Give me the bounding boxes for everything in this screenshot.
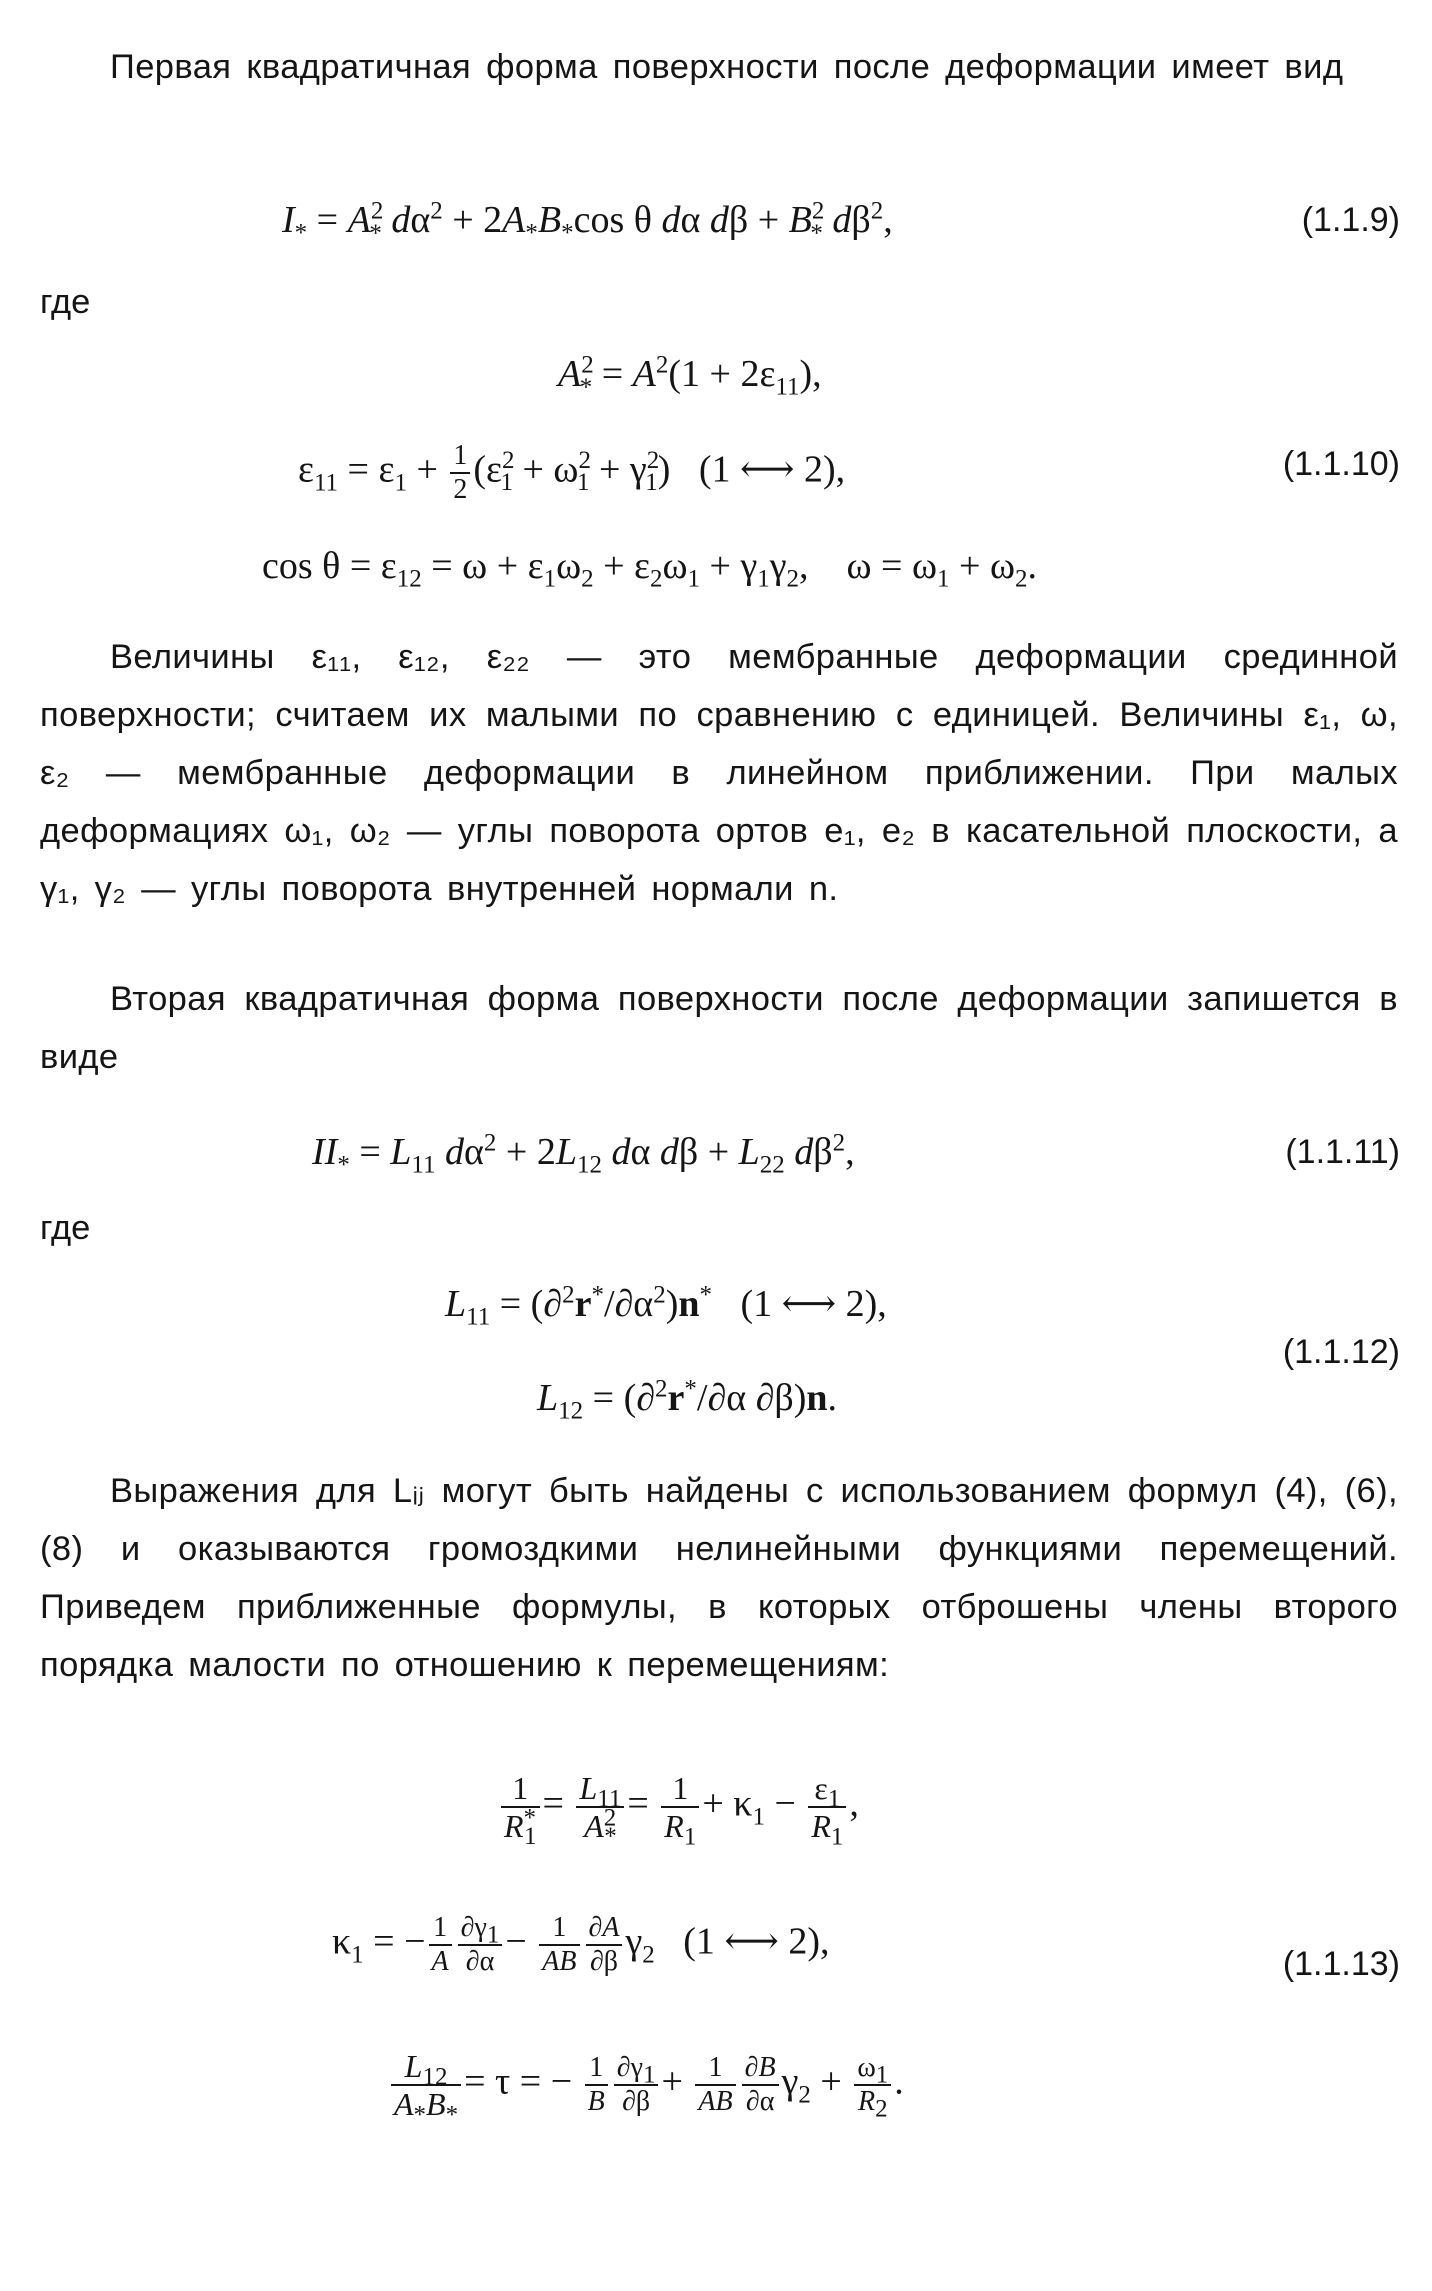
fraction-db-dalpha: $\frac{\partial B}{\partial\alpha}$ [742, 2052, 779, 2118]
fraction-1-over-r1: $\frac{1}{R_1}$ [661, 1770, 699, 1844]
paragraph-membrane-deformations [40, 628, 1398, 918]
equation-kappa-1: $\kappa_1$ = − $\frac{1}{A}$ $\frac{\partial\gamma_1}{\partial\alpha}$ − $\frac{1}{AB}$ $\frac{\partial A}{\partial\beta}$ $\gamma_2$ (1 ⟷ 2), [332, 1912, 830, 1977]
fraction-eps1-over-r1: $\frac{\varepsilon_1}{R_1}$ [808, 1770, 846, 1844]
equation-number: (1.1.9) [1301, 201, 1400, 239]
fraction-1-over-b: $\frac{1}{B}$ [585, 2052, 608, 2118]
equation-tau: $\frac{L_{12}}{A_*B_*}$ = τ = − $\frac{1}{B}$ $\frac{\partial\gamma_1}{\partial\beta}$ + $\frac{1}{AB}$ $\frac{\partial B}{\partial\alpha}$ $\gamma_2$ + $\frac{\omega_1}{R_2}$ . [388, 2048, 904, 2122]
paragraph-approximate-formulas [40, 1462, 1398, 1694]
fraction-omega1-over-r2: $\frac{\omega_1}{R_2}$ [854, 2052, 891, 2118]
fraction-l12-over-ab-star: $\frac{L_{12}}{A_*B_*}$ [391, 2048, 461, 2122]
fraction-dgamma1-dbeta: $\frac{\partial\gamma_1}{\partial\beta}$ [614, 2052, 659, 2118]
equation-epsilon-11: $\varepsilon_{11} = \varepsilon_1$ + $\frac{1}{2}$ $(\varepsilon^2_1 + \omega^2_1 + \gamma^2_1)$ (1 ⟷ 2), [298, 440, 846, 505]
equation-number: (1.1.13) [1282, 1945, 1400, 1983]
fraction-1-over-ab-2: $\frac{1}{AB}$ [695, 2052, 735, 2118]
equation-number: (1.1.12) [1282, 1333, 1400, 1371]
fraction-l11-over-a-star: $\frac{L_{11}}{A^2_*}$ [576, 1770, 624, 1844]
paragraph-1-text: Первая квадратичная форма поверхности после деформации имеет вид [110, 48, 1344, 86]
where-label: где [40, 1209, 91, 1247]
fraction-1-over-a: $\frac{1}{A}$ [429, 1912, 452, 1978]
equation-number: (1.1.10) [1282, 445, 1400, 483]
equation-1-1-11: $II_* = L_{11}$ $d\alpha^2 + 2L_{12}$ dα $d\beta + L_{22}$ $d\beta^2$, [312, 1129, 855, 1179]
equation-number: (1.1.11) [1285, 1133, 1400, 1171]
equation-l-12: $L_{12} = (\partial^2r^*/\partial\alpha$ ∂β)n. [537, 1375, 838, 1425]
fraction-da-dbeta: $\frac{\partial A}{\partial\beta}$ [586, 1912, 623, 1978]
fraction-dgamma1-dalpha: $\frac{\partial\gamma_1}{\partial\alpha}$ [458, 1912, 503, 1978]
paragraph-first-form [40, 38, 1398, 96]
paragraph-3-text: Вторая квадратичная форма поверхности после деформации запишется в виде [40, 980, 1398, 1076]
paragraph-4-text: Выражения для Lᵢⱼ могут быть найдены с использованием формул (4), (6), (8) и оказываются громоздкими нелинейными функциями перемещений. Приведем приближенные формулы, в которых отброшены члены второго порядка малости по отношению к перемещениям: [40, 1472, 1398, 1684]
fraction-1-over-r1-star: $\frac{1}{R^*_1}$ [501, 1770, 540, 1844]
fraction-1-over-ab: $\frac{1}{AB}$ [539, 1912, 579, 1978]
paragraph-2-text: Величины ε₁₁, ε₁₂, ε₂₂ — это мембранные деформации срединной поверхности; считаем их малыми по сравнению с единицей. Величины ε₁, ω, ε₂ — мембранные деформации в линейном приближении. При малых деформациях ω₁, ω₂ — углы поворота ортов e₁, e₂ в касательной плоскости, а γ₁, γ₂ — углы поворота внутренней нормали n. [40, 638, 1398, 908]
equation-a-star-squared: $A^2_* = A^2(1 + 2\varepsilon_{11})$, [558, 351, 822, 401]
equation-cos-theta: $\cos \theta = \varepsilon_{12} = \omega + \varepsilon_1\omega_2 + \varepsilon_2\omega_1 + \gamma_1\gamma_2$, $\omega = \omega_1 + \omega_2$. [262, 545, 1037, 593]
equation-curvature-1: $\frac{1}{R^*_1}$ = $\frac{L_{11}}{A^2_*}$ = $\frac{1}{R_1}$ + $\kappa_1$ − $\frac{\varepsilon_1}{R_1}$ , [498, 1770, 859, 1844]
equation-1-1-9: $I_* = A^2_*$ $d\alpha^2 + 2A_*B_*\cos$ θ dα $d\beta + B^2_*$ $d\beta^2$, [282, 197, 893, 247]
paragraph-second-form [40, 970, 1398, 1086]
where-label: где [40, 283, 91, 321]
fraction-one-half: $\frac{1}{2}$ [450, 440, 470, 506]
equation-l-11: $L_{11} = (\partial^2r^*/\partial\alpha^2)n^*$ (1 ⟷ 2), [445, 1281, 887, 1331]
